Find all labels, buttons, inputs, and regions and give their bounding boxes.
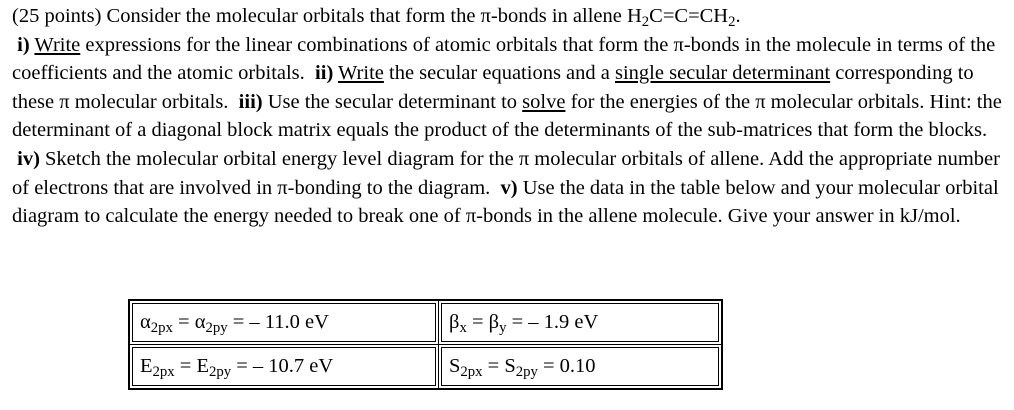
formula-text: C=C=CH [649, 5, 729, 27]
beta-equals: = [471, 311, 484, 333]
points-label: (25 points) [12, 5, 102, 27]
alpha-symbol: α [140, 311, 151, 333]
energy-subscript-y: 2py [209, 364, 232, 381]
beta-subscript-y: y [499, 320, 507, 337]
energy-subscript-x: 2px [152, 364, 175, 381]
part-ii-underlined: single secular determinant [615, 62, 831, 85]
part-iv-label: iv) [17, 147, 40, 170]
part-ii-label: ii) [315, 62, 334, 85]
table-row [129, 345, 722, 390]
problem-paragraph [12, 2, 1007, 231]
energy-symbol: E [140, 355, 153, 377]
overlap-cell [439, 345, 723, 390]
part-ii-text-a: the secular equations and a [389, 62, 610, 85]
part-i-verb: Write [34, 33, 81, 56]
alpha-cell [129, 300, 439, 345]
formula-end: . [735, 5, 741, 27]
overlap-subscript-x: 2px [460, 364, 483, 381]
part-v-text: Use the data in the table below and your molecular orbital diagram to calculate the energy needed to break one of π-bonds in the allene molecule. Give your answer in kJ/mol. [12, 176, 999, 228]
part-i-label: i) [17, 33, 30, 56]
overlap-symbol: S [504, 355, 516, 377]
beta-symbol: β [449, 311, 460, 333]
problem-statement [12, 2, 1007, 231]
formula-subscript: 2 [641, 14, 650, 31]
part-iii-verb: solve [522, 90, 566, 113]
energy-symbol: E [196, 355, 209, 377]
part-ii-text-b: corresponding to these π molecular orbitals. [12, 62, 974, 113]
part-iii-text-b: for the energies of the π molecular orbitals. Hint: the determinant of a diagonal block matrix equals the product of the determinants of the sub-matrices that form the blocks. [12, 90, 1002, 142]
energy-cell [129, 345, 439, 390]
table-row [129, 300, 722, 345]
overlap-subscript-y: 2py [515, 364, 538, 381]
overlap-equals: = [487, 355, 500, 377]
parameter-table [128, 299, 723, 390]
beta-value: = – 1.9 eV [511, 311, 599, 333]
beta-symbol: β [488, 311, 500, 333]
alpha-subscript-y: 2py [205, 320, 228, 337]
alpha-equals: = [178, 311, 190, 333]
part-iii-label: iii) [238, 90, 263, 113]
part-ii-verb: Write [338, 62, 384, 85]
part-v-label: v) [500, 176, 518, 199]
part-i-text: expressions for the linear combinations of atomic orbitals that form the π-bonds in the molecule in terms of the coefficients and the atomic orbitals. [12, 33, 996, 85]
alpha-subscript-x: 2px [150, 320, 173, 337]
beta-cell [439, 300, 723, 345]
alpha-value: = – 11.0 eV [232, 311, 329, 333]
overlap-value: = 0.10 [543, 355, 596, 377]
part-iv-text: Sketch the molecular orbital energy level diagram for the π molecular orbitals of allene. Add the appropriate number of electrons that are involved in π-bonding to the diagram. [12, 147, 1000, 199]
part-iii-text-a: Use the secular determinant to [267, 90, 518, 113]
overlap-symbol: S [449, 355, 461, 377]
formula-subscript: 2 [728, 14, 736, 31]
alpha-symbol: α [194, 311, 206, 333]
energy-equals: = [179, 355, 192, 377]
intro-text: Consider the molecular orbitals that form the π-bonds in allene H [106, 5, 642, 27]
energy-value: = – 10.7 eV [236, 355, 334, 377]
beta-subscript-x: x [459, 320, 467, 337]
